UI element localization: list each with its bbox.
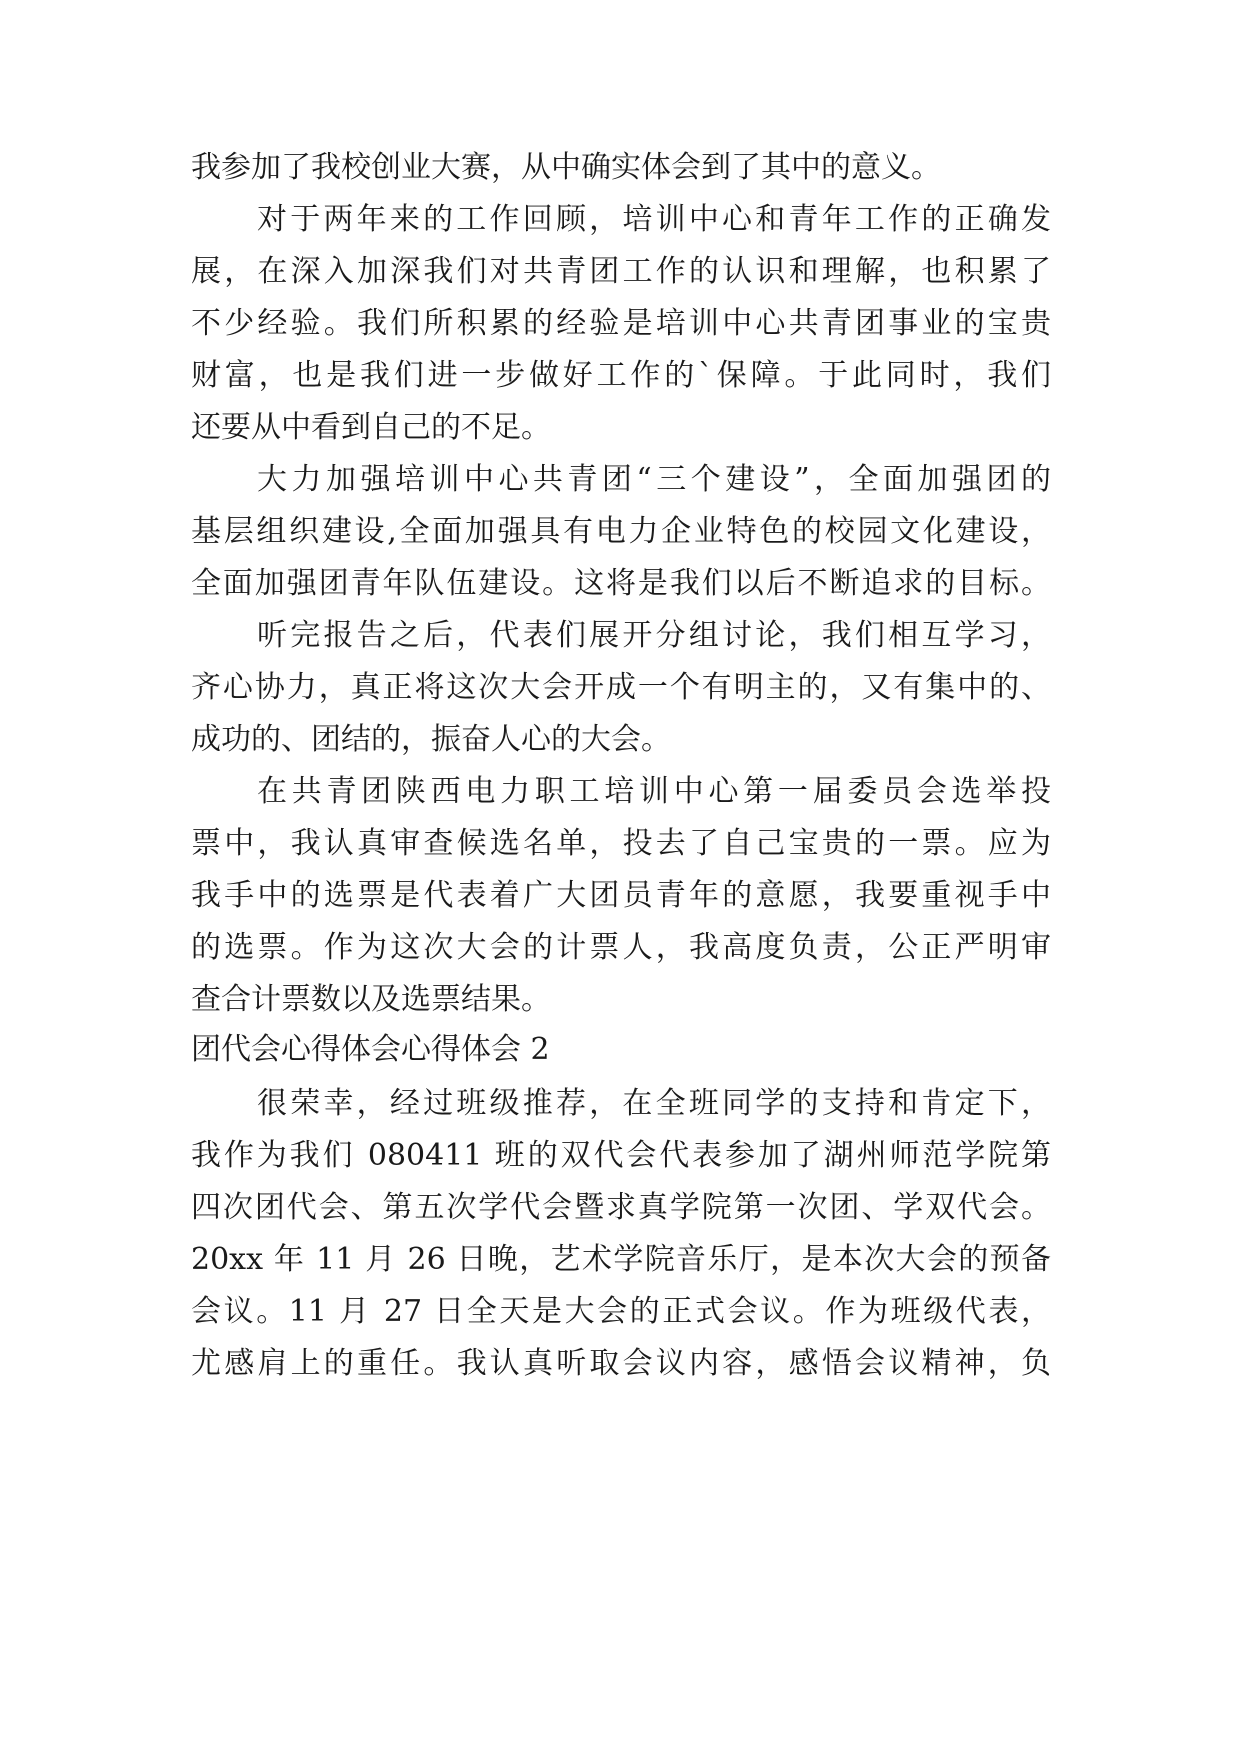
section-heading: 团代会心得体会心得体会 2 xyxy=(191,1032,550,1067)
paragraph-line-23: 会议。11 月 27 日全天是大会的正式会议。作为班级代表， xyxy=(191,1294,1051,1329)
paragraph-line-15: 我手中的选票是代表着广大团员青年的意愿，我要重视手中 xyxy=(191,878,1051,913)
paragraph-line-17: 查合计票数以及选票结果。 xyxy=(191,982,551,1017)
paragraph-line-20: 我作为我们 080411 班的双代会代表参加了湖州师范学院第 xyxy=(191,1138,1051,1173)
paragraph-line-21: 四次团代会、第五次学代会暨求真学院第一次团、学双代会。 xyxy=(191,1190,1051,1225)
paragraph-line-7: 大力加强培训中心共青团“三个建设”，全面加强团的 xyxy=(257,462,1051,497)
paragraph-line-4: 不少经验。我们所积累的经验是培训中心共青团事业的宝贵 xyxy=(191,306,1051,341)
paragraph-line-19: 很荣幸，经过班级推荐，在全班同学的支持和肯定下， xyxy=(257,1086,1051,1121)
paragraph-line-3: 展，在深入加深我们对共青团工作的认识和理解，也积累了 xyxy=(191,254,1051,289)
paragraph-line-14: 票中，我认真审查候选名单，投去了自己宝贵的一票。应为 xyxy=(191,826,1051,861)
paragraph-line-8: 基层组织建设,全面加强具有电力企业特色的校园文化建设， xyxy=(191,514,1051,549)
paragraph-line-12: 成功的、团结的，振奋人心的大会。 xyxy=(191,722,671,757)
paragraph-line-16: 的选票。作为这次大会的计票人，我高度负责，公正严明审 xyxy=(191,930,1051,965)
paragraph-line-2: 对于两年来的工作回顾，培训中心和青年工作的正确发 xyxy=(257,202,1051,237)
paragraph-line-10: 听完报告之后，代表们展开分组讨论，我们相互学习， xyxy=(257,618,1051,653)
paragraph-line-13: 在共青团陕西电力职工培训中心第一届委员会选举投 xyxy=(257,774,1051,809)
paragraph-line-24: 尤感肩上的重任。我认真听取会议内容，感悟会议精神，负 xyxy=(191,1346,1051,1381)
paragraph-line-6: 还要从中看到自己的不足。 xyxy=(191,410,551,445)
paragraph-line-9: 全面加强团青年队伍建设。这将是我们以后不断追求的目标。 xyxy=(191,566,1051,601)
paragraph-line-1: 我参加了我校创业大赛，从中确实体会到了其中的意义。 xyxy=(191,150,941,185)
paragraph-line-5: 财富，也是我们进一步做好工作的`保障。于此同时，我们 xyxy=(191,358,1051,393)
paragraph-line-11: 齐心协力，真正将这次大会开成一个有明主的，又有集中的、 xyxy=(191,670,1051,705)
paragraph-line-22: 20xx 年 11 月 26 日晚，艺术学院音乐厅，是本次大会的预备 xyxy=(191,1242,1051,1277)
